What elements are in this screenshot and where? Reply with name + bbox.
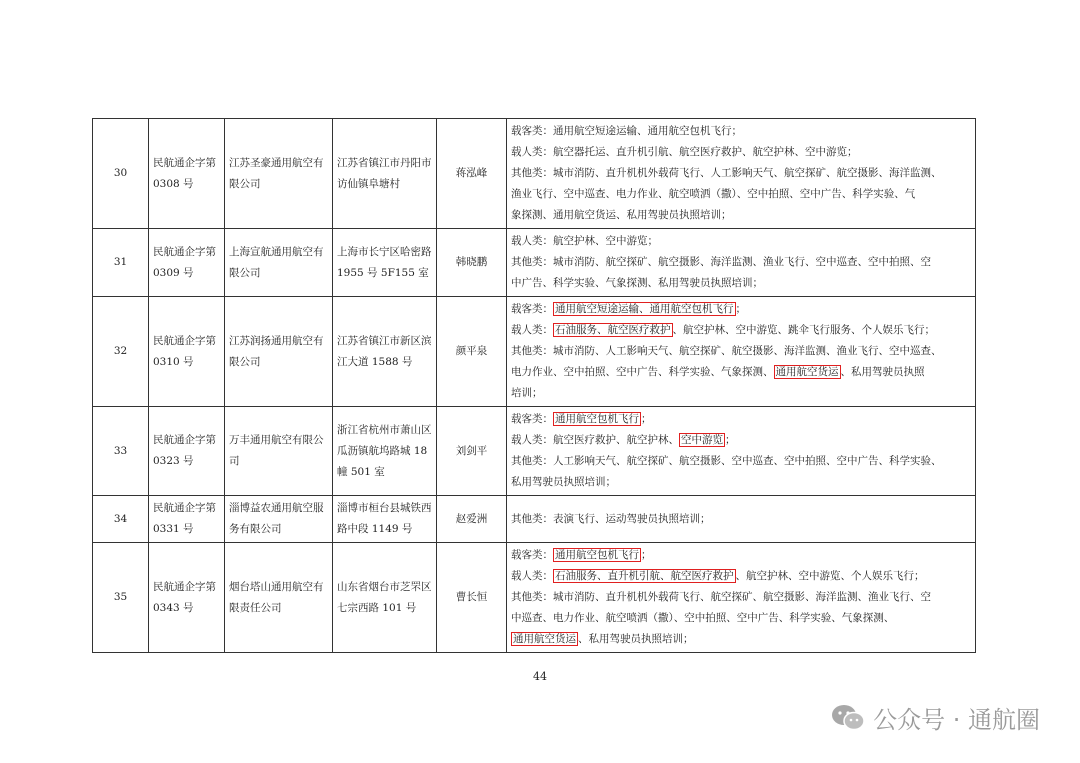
scope-text: 载人类：航空器托运、直升机引航、航空医疗救护、航空护林、空中游览； [511, 146, 858, 158]
table-row [93, 496, 976, 543]
scope-line [511, 299, 971, 320]
license-number: 民航通企字第 0308 号 [149, 119, 225, 229]
scope-line [511, 587, 971, 608]
highlighted-scope-item: 石油服务、直升机引航、航空医疗救护 [555, 570, 734, 582]
company-address: 江苏省镇江市新区滨江大道 1588 号 [333, 297, 437, 407]
highlighted-scope-item: 空中游览 [681, 434, 723, 446]
company-address: 江苏省镇江市丹阳市访仙镇阜塘村 [333, 119, 437, 229]
legal-representative: 颜平泉 [437, 297, 507, 407]
scope-text: 载人类：航空护林、空中游览； [511, 235, 658, 247]
company-name: 江苏圣豪通用航空有限公司 [225, 119, 333, 229]
table-row [93, 119, 976, 229]
scope-line [511, 273, 971, 294]
scope-line [511, 566, 971, 587]
row-number: 32 [93, 297, 149, 407]
wechat-icon [831, 704, 865, 732]
scope-text: ； [641, 413, 652, 425]
scope-line [511, 608, 971, 629]
table-row [93, 229, 976, 297]
scope-text: 其他类：城市消防、直升机机外载荷飞行、人工影响天气、航空探矿、航空摄影、海洋监测、 [511, 167, 942, 179]
scope-text: 、私用驾驶员执照培训； [578, 633, 694, 645]
scope-text: 、航空护林、空中游览、跳伞飞行服务、个人娱乐飞行； [672, 324, 935, 336]
watermark [831, 700, 1040, 735]
scope-text: ； [735, 303, 746, 315]
business-scope [507, 229, 976, 297]
table-row [93, 407, 976, 496]
scope-line [511, 163, 971, 184]
scope-text: 载客类： [511, 413, 553, 425]
scope-text: 其他类：城市消防、人工影响天气、航空探矿、航空摄影、海洋监测、渔业飞行、空中巡查、 [511, 345, 942, 357]
scope-line [511, 409, 971, 430]
scope-line [511, 205, 971, 226]
legal-representative: 蒋泓峰 [437, 119, 507, 229]
legal-representative: 刘剑平 [437, 407, 507, 496]
highlighted-scope-item: 通用航空包机飞行 [555, 413, 639, 425]
legal-representative: 曹长恒 [437, 543, 507, 653]
registry-table [92, 118, 976, 653]
business-scope [507, 297, 976, 407]
scope-line [511, 430, 971, 451]
scope-line [511, 341, 971, 362]
company-address: 淄博市桓台县城铁西路中段 1149 号 [333, 496, 437, 543]
scope-line [511, 509, 971, 530]
scope-line [511, 383, 971, 404]
scope-line [511, 231, 971, 252]
company-name: 上海宣航通用航空有限公司 [225, 229, 333, 297]
scope-text: 载客类： [511, 549, 553, 561]
scope-line [511, 362, 971, 383]
license-number: 民航通企字第 0323 号 [149, 407, 225, 496]
company-name: 万丰通用航空有限公司 [225, 407, 333, 496]
scope-text: 、航空护林、空中游览、个人娱乐飞行； [735, 570, 925, 582]
row-number: 31 [93, 229, 149, 297]
scope-text: 载人类：航空医疗救护、航空护林、 [511, 434, 679, 446]
scope-text: 中广告、科学实验、气象探测、私用驾驶员执照培训； [511, 277, 763, 289]
company-address: 山东省烟台市芝罘区七宗西路 101 号 [333, 543, 437, 653]
table-row [93, 543, 976, 653]
scope-text: 中巡查、电力作业、航空喷洒（撒）、空中拍照、空中广告、科学实验、气象探测、 [511, 612, 895, 624]
legal-representative: 赵爱洲 [437, 496, 507, 543]
business-scope [507, 407, 976, 496]
scope-text: 私用驾驶员执照培训； [511, 476, 616, 488]
scope-text: ； [725, 434, 736, 446]
row-number: 33 [93, 407, 149, 496]
watermark-text: 公众号 · 通航圈 [873, 706, 1040, 734]
row-number: 30 [93, 119, 149, 229]
scope-text: 培训； [511, 387, 543, 399]
scope-text: 、私用驾驶员执照 [840, 366, 925, 378]
highlighted-scope-item: 石油服务、航空医疗救护 [555, 324, 671, 336]
page-number: 44 [533, 670, 547, 683]
business-scope [507, 496, 976, 543]
table-body [93, 119, 976, 653]
scope-text: 其他类：城市消防、航空探矿、航空摄影、海洋监测、渔业飞行、空中巡查、空中拍照、空 [511, 256, 931, 268]
company-name: 江苏润扬通用航空有限公司 [225, 297, 333, 407]
company-address: 上海市长宁区哈密路 1955 号 5F155 室 [333, 229, 437, 297]
company-address: 浙江省杭州市萧山区瓜沥镇航坞路城 18 幢 501 室 [333, 407, 437, 496]
business-scope [507, 543, 976, 653]
scope-text: ； [641, 549, 652, 561]
license-number: 民航通企字第 0343 号 [149, 543, 225, 653]
company-name: 淄博益农通用航空服务有限公司 [225, 496, 333, 543]
scope-text: 载人类： [511, 324, 553, 336]
scope-line [511, 451, 971, 472]
row-number: 34 [93, 496, 149, 543]
license-number: 民航通企字第 0331 号 [149, 496, 225, 543]
scope-text: 电力作业、空中拍照、空中广告、科学实验、气象探测、 [511, 366, 774, 378]
table-row [93, 297, 976, 407]
scope-text: 载人类： [511, 570, 553, 582]
row-number: 35 [93, 543, 149, 653]
company-name: 烟台塔山通用航空有限责任公司 [225, 543, 333, 653]
highlighted-scope-item: 通用航空货运 [513, 633, 576, 645]
license-number: 民航通企字第 0310 号 [149, 297, 225, 407]
scope-line [511, 184, 971, 205]
scope-text: 载客类： [511, 303, 553, 315]
business-scope [507, 119, 976, 229]
highlighted-scope-item: 通用航空货运 [775, 366, 839, 378]
scope-text: 载客类：通用航空短途运输、通用航空包机飞行； [511, 125, 742, 137]
license-number: 民航通企字第 0309 号 [149, 229, 225, 297]
scope-text: 其他类：城市消防、直升机机外载荷飞行、航空探矿、航空摄影、海洋监测、渔业飞行、空 [511, 591, 931, 603]
scope-line [511, 472, 971, 493]
scope-line [511, 252, 971, 273]
scope-text: 其他类：表演飞行、运动驾驶员执照培训； [511, 512, 711, 525]
scope-text: 象探测、通用航空货运、私用驾驶员执照培训； [511, 209, 732, 221]
scope-line [511, 320, 971, 341]
scope-line [511, 121, 971, 142]
scope-text: 渔业飞行、空中巡查、电力作业、航空喷洒（撒）、空中拍照、空中广告、科学实验、气 [511, 188, 916, 200]
highlighted-scope-item: 通用航空包机飞行 [555, 549, 639, 561]
scope-line [511, 629, 971, 650]
scope-text: 其他类：人工影响天气、航空探矿、航空摄影、空中巡查、空中拍照、空中广告、科学实验、 [511, 455, 942, 467]
scope-line [511, 545, 971, 566]
legal-representative: 韩晓鹏 [437, 229, 507, 297]
scope-line [511, 142, 971, 163]
highlighted-scope-item: 通用航空短途运输、通用航空包机飞行 [555, 303, 734, 315]
